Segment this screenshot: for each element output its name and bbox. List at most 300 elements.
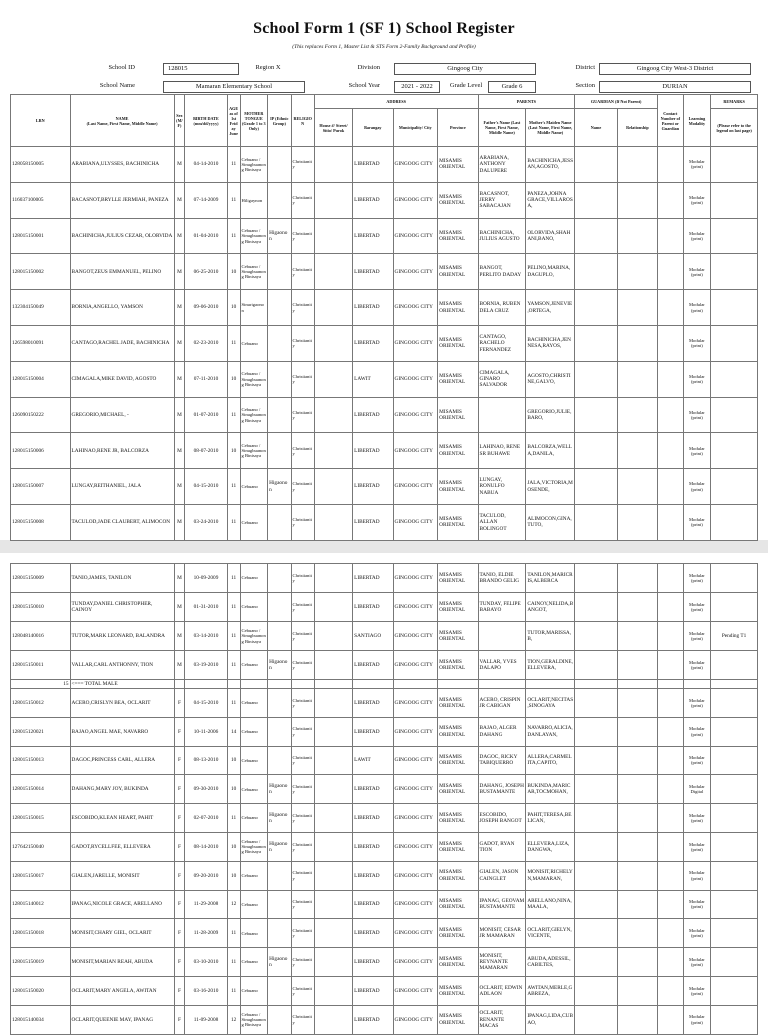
father-name-cell: DAHANG, JOSEPH BUSTAMANTE <box>478 775 526 804</box>
house-cell <box>314 325 352 361</box>
relationship-cell <box>617 469 657 505</box>
barangay-cell: LIBERTAD <box>353 832 393 861</box>
birth-date-cell: 03-16-2010 <box>185 976 228 1005</box>
name-cell: ARABIANA,ULYSSES, BACHINICHA <box>70 147 174 183</box>
mother-name-cell: BUKINDA,MARICAR,TOCMOHAN, <box>526 775 575 804</box>
age-cell: 11 <box>227 948 240 977</box>
mother-name-cell: ABUDA,ADESSIL,CABILTES, <box>526 948 575 977</box>
col-name: NAME (Last Name, First Name, Middle Name) <box>70 95 174 147</box>
name-cell: DAHANG,MARY JOY, BUKINDA <box>70 775 174 804</box>
contact-cell <box>658 469 684 505</box>
municipality-cell: GINGOOG CITY <box>393 775 438 804</box>
municipality-cell: GINGOOG CITY <box>393 504 438 540</box>
learner-row <box>11 689 758 718</box>
sex-cell: M <box>174 564 185 593</box>
guardian-name-cell <box>575 433 618 469</box>
religion-cell: Christianity <box>291 919 314 948</box>
remarks-cell <box>711 948 758 977</box>
col-mother-tongue: MOTHER TONGUE (Grade 1 to 3 Only) <box>240 95 268 147</box>
sex-cell: F <box>174 832 185 861</box>
learner-row <box>11 433 758 469</box>
ip-cell: Higaonon <box>268 651 291 680</box>
mother-tongue-cell: Cebuano <box>240 976 268 1005</box>
house-cell <box>314 593 352 622</box>
mother-name-cell: CAINOY,NELIDA,BANGOT, <box>526 593 575 622</box>
father-name-cell: ESCOBIDO, JOSEPH BANGOT <box>478 804 526 833</box>
relationship-cell <box>617 919 657 948</box>
remarks-cell <box>711 976 758 1005</box>
school-id-value: 128015 <box>163 63 239 75</box>
house-cell <box>314 948 352 977</box>
house-cell <box>314 775 352 804</box>
col-modality: Learning Modality <box>683 95 711 147</box>
province-cell: MISAMIS ORIENTAL <box>438 775 478 804</box>
contact-cell <box>658 919 684 948</box>
religion-cell: Christianity <box>291 254 314 290</box>
relationship-cell <box>617 689 657 718</box>
religion-cell: Christianity <box>291 948 314 977</box>
lrn-cell: 128015150015 <box>11 804 71 833</box>
contact-cell <box>658 804 684 833</box>
municipality-cell: GINGOOG CITY <box>393 746 438 775</box>
barangay-cell: LIBERTAD <box>353 919 393 948</box>
school-name-label: School Name <box>99 82 135 89</box>
name-cell: BACASNOT,BRYLLE JERMIAH, PANEZA <box>70 182 174 218</box>
remarks-cell <box>711 775 758 804</box>
guardian-name-cell <box>575 290 618 326</box>
house-cell <box>314 361 352 397</box>
house-cell <box>314 469 352 505</box>
father-name-cell <box>478 622 526 651</box>
col-remarks: REMARKS <box>711 95 758 109</box>
register-table-page-1 <box>10 146 758 541</box>
col-remarks-note: (Please refer to the legend on last page) <box>711 109 758 147</box>
birth-date-cell: 07-11-2010 <box>185 361 228 397</box>
birth-date-cell: 08-07-2010 <box>185 433 228 469</box>
sex-cell: M <box>174 325 185 361</box>
sex-cell: M <box>174 397 185 433</box>
municipality-cell: GINGOOG CITY <box>393 254 438 290</box>
birth-date-cell: 11-09-2008 <box>185 1005 228 1034</box>
total-male-row <box>11 680 758 689</box>
learner-row <box>11 504 758 540</box>
age-cell: 10 <box>227 861 240 890</box>
province-cell: MISAMIS ORIENTAL <box>438 746 478 775</box>
learner-row <box>11 290 758 326</box>
modality-cell: Modular (print) <box>683 564 711 593</box>
father-name-cell: VALLAR, YVES DALAPO <box>478 651 526 680</box>
relationship-cell <box>617 746 657 775</box>
mother-name-cell: PANEZA,JOHNA GRACE,VILLAROSA, <box>526 182 575 218</box>
ip-cell <box>268 717 291 746</box>
lrn-cell: 128015150012 <box>11 689 71 718</box>
mother-tongue-cell: Cebuano <box>240 861 268 890</box>
father-name-cell: BORNIA, RUBEN DELA CRUZ <box>478 290 526 326</box>
guardian-name-cell <box>575 504 618 540</box>
birth-date-cell: 01-04-2010 <box>185 218 228 254</box>
house-cell <box>314 147 352 183</box>
mother-tongue-cell: Cebuano / Sinugbuanong Binisaya <box>240 622 268 651</box>
remarks-cell <box>711 804 758 833</box>
birth-date-cell: 08-14-2010 <box>185 832 228 861</box>
lrn-cell: 128015150017 <box>11 861 71 890</box>
modality-cell: Modular (print) <box>683 832 711 861</box>
relationship-cell <box>617 890 657 919</box>
col-birth-date: BIRTH DATE (mm/dd/yyyy) <box>185 95 228 147</box>
father-name-cell: BACASNOT, JERRY SABACAJAN <box>478 182 526 218</box>
name-cell: MONISIT,MARIAN REAH, ABUDA <box>70 948 174 977</box>
col-relationship: Relationship <box>617 109 657 147</box>
municipality-cell: GINGOOG CITY <box>393 890 438 919</box>
relationship-cell <box>617 976 657 1005</box>
mother-tongue-cell: Cebuano <box>240 804 268 833</box>
ip-cell <box>268 746 291 775</box>
barangay-cell: LIBERTAD <box>353 325 393 361</box>
mother-name-cell: OCLARIT,GIELYN,VICENTE, <box>526 919 575 948</box>
sex-cell: M <box>174 218 185 254</box>
col-parents: PARENTS <box>478 95 575 109</box>
contact-cell <box>658 651 684 680</box>
col-contact: Contact Number of Parent or Guardian <box>658 95 684 147</box>
lrn-cell: 128015150014 <box>11 775 71 804</box>
father-name-cell: IPANAG, GEOVAM BUSTAMANTE <box>478 890 526 919</box>
learner-row <box>11 804 758 833</box>
lrn-cell: 128015150018 <box>11 919 71 948</box>
barangay-cell: LIBERTAD <box>353 254 393 290</box>
house-cell <box>314 254 352 290</box>
province-cell: MISAMIS ORIENTAL <box>438 689 478 718</box>
municipality-cell: GINGOOG CITY <box>393 290 438 326</box>
contact-cell <box>658 775 684 804</box>
religion-cell: Christianity <box>291 804 314 833</box>
ip-cell <box>268 861 291 890</box>
relationship-cell <box>617 622 657 651</box>
municipality-cell: GINGOOG CITY <box>393 919 438 948</box>
municipality-cell: GINGOOG CITY <box>393 593 438 622</box>
lrn-cell: 128015150020 <box>11 976 71 1005</box>
remarks-cell <box>711 361 758 397</box>
school-info <box>0 63 768 93</box>
municipality-cell: GINGOOG CITY <box>393 564 438 593</box>
learner-row <box>11 622 758 651</box>
religion-cell: Christianity <box>291 976 314 1005</box>
contact-cell <box>658 504 684 540</box>
remarks-cell <box>711 890 758 919</box>
province-cell: MISAMIS ORIENTAL <box>438 832 478 861</box>
sex-cell: F <box>174 804 185 833</box>
age-cell: 10 <box>227 433 240 469</box>
barangay-cell: LIBERTAD <box>353 564 393 593</box>
school-year-label: School Year <box>348 82 380 89</box>
contact-cell <box>658 147 684 183</box>
relationship-cell <box>617 717 657 746</box>
birth-date-cell: 03-14-2010 <box>185 622 228 651</box>
sex-cell: M <box>174 622 185 651</box>
birth-date-cell: 11-29-2008 <box>185 890 228 919</box>
modality-cell: Modular (print) <box>683 593 711 622</box>
sex-cell: F <box>174 1005 185 1034</box>
house-cell <box>314 804 352 833</box>
col-guardian-name: Name <box>575 109 618 147</box>
mother-name-cell: TANILON,MARICRIS,ALBERCA <box>526 564 575 593</box>
father-name-cell: ARABIANA, ANTHONY DALUPERE <box>478 147 526 183</box>
religion-cell: Christianity <box>291 564 314 593</box>
contact-cell <box>658 832 684 861</box>
grade-level-value: Grade 6 <box>488 81 536 93</box>
age-cell: 11 <box>227 218 240 254</box>
barangay-cell: LIBERTAD <box>353 651 393 680</box>
birth-date-cell: 09-20-2010 <box>185 861 228 890</box>
relationship-cell <box>617 861 657 890</box>
guardian-name-cell <box>575 804 618 833</box>
remarks-cell <box>711 1005 758 1034</box>
mother-tongue-cell: Cebuano / Sinugbuanong Binisaya <box>240 147 268 183</box>
father-name-cell: TACULOD, ALLAN BOLINGOT <box>478 504 526 540</box>
contact-cell <box>658 689 684 718</box>
province-cell: MISAMIS ORIENTAL <box>438 182 478 218</box>
father-name-cell: ACERO, CRISPIN JR CABIGAN <box>478 689 526 718</box>
guardian-name-cell <box>575 775 618 804</box>
learner-row <box>11 948 758 977</box>
mother-tongue-cell: Cebuano <box>240 775 268 804</box>
remarks-cell <box>711 746 758 775</box>
mother-name-cell: ELLEVERA,LIZA,DANGWA, <box>526 832 575 861</box>
mother-tongue-cell: Cebuano <box>240 593 268 622</box>
form-title: School Form 1 (SF 1) School Register <box>253 20 515 37</box>
page-separator <box>0 540 768 553</box>
father-name-cell: BANGOT, PERLITO DADAY <box>478 254 526 290</box>
relationship-cell <box>617 832 657 861</box>
mother-tongue-cell: Cebuano <box>240 890 268 919</box>
lrn-cell: 132304150049 <box>11 290 71 326</box>
house-cell <box>314 832 352 861</box>
house-cell <box>314 397 352 433</box>
modality-cell: Modular (print) <box>683 182 711 218</box>
province-cell: MISAMIS ORIENTAL <box>438 254 478 290</box>
mother-name-cell: TUTOR,MARISSA,B, <box>526 622 575 651</box>
learner-row <box>11 147 758 183</box>
modality-cell: Modular (print) <box>683 890 711 919</box>
name-cell: TACULOD,JADE CLAUBERT, ALIMOCON <box>70 504 174 540</box>
father-name-cell: LUNGAY, RONULFO NABUA <box>478 469 526 505</box>
ip-cell <box>268 147 291 183</box>
col-sex: Sex (M/F) <box>174 95 185 147</box>
province-cell: MISAMIS ORIENTAL <box>438 397 478 433</box>
municipality-cell: GINGOOG CITY <box>393 218 438 254</box>
religion-cell: Christianity <box>291 593 314 622</box>
birth-date-cell: 02-23-2010 <box>185 325 228 361</box>
lrn-cell: 128015150008 <box>11 504 71 540</box>
lrn-cell: 128015150011 <box>11 651 71 680</box>
lrn-cell: 128015150009 <box>11 564 71 593</box>
remarks-cell <box>711 689 758 718</box>
birth-date-cell: 07-14-2009 <box>185 182 228 218</box>
mother-tongue-cell: Cebuano <box>240 325 268 361</box>
age-cell: 11 <box>227 182 240 218</box>
age-cell: 10 <box>227 775 240 804</box>
province-cell: MISAMIS ORIENTAL <box>438 804 478 833</box>
ip-cell <box>268 593 291 622</box>
father-name-cell: DAGOC, RICKY TABIQUERRO <box>478 746 526 775</box>
house-cell <box>314 622 352 651</box>
learner-row <box>11 218 758 254</box>
guardian-name-cell <box>575 948 618 977</box>
house-cell <box>314 651 352 680</box>
relationship-cell <box>617 218 657 254</box>
col-age: AGE as of 1st Friday June <box>227 95 240 147</box>
modality-cell: Modular (print) <box>683 290 711 326</box>
contact-cell <box>658 861 684 890</box>
mother-name-cell: PAHIT,TERESA,BELICAN, <box>526 804 575 833</box>
house-cell <box>314 890 352 919</box>
sex-cell: M <box>174 651 185 680</box>
birth-date-cell: 03-19-2010 <box>185 651 228 680</box>
name-cell: ACERO,CRISLYN BEA, OCLARIT <box>70 689 174 718</box>
modality-cell: Modular (print) <box>683 469 711 505</box>
learner-row <box>11 564 758 593</box>
mother-name-cell: IPANAG,LIDA,CUBAO, <box>526 1005 575 1034</box>
father-name-cell: TUNDAY, FELIPE BABAYO <box>478 593 526 622</box>
name-cell: CANTAGO,RACHEL JADE, BACHINICHA <box>70 325 174 361</box>
house-cell <box>314 919 352 948</box>
birth-date-cell: 10-11-2006 <box>185 717 228 746</box>
modality-cell: Modular (print) <box>683 397 711 433</box>
relationship-cell <box>617 361 657 397</box>
age-cell: 11 <box>227 564 240 593</box>
municipality-cell: GINGOOG CITY <box>393 804 438 833</box>
learner-row <box>11 976 758 1005</box>
sex-cell: F <box>174 890 185 919</box>
lrn-cell: 128015140012 <box>11 890 71 919</box>
guardian-name-cell <box>575 746 618 775</box>
lrn-cell: 128015150002 <box>11 254 71 290</box>
house-cell <box>314 717 352 746</box>
mother-name-cell: AWITAN,MERLE,GABREZA, <box>526 976 575 1005</box>
ip-cell <box>268 919 291 948</box>
relationship-cell <box>617 651 657 680</box>
province-cell: MISAMIS ORIENTAL <box>438 564 478 593</box>
col-barangay: Barangay <box>353 109 393 147</box>
col-ip: IP (Ethnic Group) <box>268 95 291 147</box>
mother-name-cell: YAMSON,JENEVIE,ORTEGA, <box>526 290 575 326</box>
contact-cell <box>658 593 684 622</box>
barangay-cell: LIBERTAD <box>353 182 393 218</box>
remarks-cell <box>711 325 758 361</box>
remarks-cell <box>711 651 758 680</box>
region-label: Region X <box>255 64 281 71</box>
birth-date-cell: 01-31-2010 <box>185 593 228 622</box>
ip-cell <box>268 564 291 593</box>
ip-cell: Higaonon <box>268 775 291 804</box>
contact-cell <box>658 976 684 1005</box>
mother-tongue-cell: Sinurigaonon <box>240 290 268 326</box>
ip-cell <box>268 890 291 919</box>
modality-cell: Modular (print) <box>683 948 711 977</box>
remarks-cell <box>711 564 758 593</box>
age-cell: 11 <box>227 469 240 505</box>
birth-date-cell: 11-28-2009 <box>185 919 228 948</box>
contact-cell <box>658 290 684 326</box>
father-name-cell: TANIO, ELDIE BRANDO GELIG <box>478 564 526 593</box>
sex-cell: F <box>174 861 185 890</box>
name-cell: VALLAR,CARL ANTHONNY, TION <box>70 651 174 680</box>
guardian-name-cell <box>575 717 618 746</box>
mother-tongue-cell: Cebuano / Sinugbuanong Binisaya <box>240 397 268 433</box>
municipality-cell: GINGOOG CITY <box>393 717 438 746</box>
remarks-cell <box>711 832 758 861</box>
house-cell <box>314 433 352 469</box>
birth-date-cell: 04-14-2010 <box>185 147 228 183</box>
barangay-cell: LIBERTAD <box>353 717 393 746</box>
religion-cell: Christianity <box>291 469 314 505</box>
lrn-cell: 116037100005 <box>11 182 71 218</box>
sex-cell: F <box>174 948 185 977</box>
district-label: District <box>575 64 595 71</box>
col-house: House #/ Street/ Sitio/ Purok <box>314 109 352 147</box>
sex-cell: M <box>174 182 185 218</box>
name-cell: LUNGAY,REITHANIEL, JALA <box>70 469 174 505</box>
barangay-cell: LIBERTAD <box>353 290 393 326</box>
relationship-cell <box>617 948 657 977</box>
lrn-cell: 128015150007 <box>11 469 71 505</box>
lrn-cell: 128015150004 <box>11 361 71 397</box>
name-cell: OCLARIT,MARY ANGELA, AWITAN <box>70 976 174 1005</box>
mother-tongue-cell: Cebuano <box>240 948 268 977</box>
mother-tongue-cell: Cebuano <box>240 564 268 593</box>
relationship-cell <box>617 504 657 540</box>
barangay-cell: LIBERTAD <box>353 890 393 919</box>
lrn-cell: 128058150005 <box>11 147 71 183</box>
age-cell: 14 <box>227 717 240 746</box>
contact-cell <box>658 397 684 433</box>
guardian-name-cell <box>575 832 618 861</box>
sex-cell: M <box>174 147 185 183</box>
ip-cell: Higaonon <box>268 469 291 505</box>
mother-name-cell: BACHINICHA,JENNESA,RAYOS, <box>526 325 575 361</box>
barangay-cell: LIBERTAD <box>353 433 393 469</box>
mother-tongue-cell: Cebuano <box>240 919 268 948</box>
name-cell: TUNDAY,DANIEL CHRISTOPHER, CAINOY <box>70 593 174 622</box>
lrn-cell: 128015150006 <box>11 433 71 469</box>
col-father: Father's Name (Last Name, First Name, Middle Name) <box>478 109 526 147</box>
mother-tongue-cell: Cebuano <box>240 689 268 718</box>
mother-name-cell: JALA,VICTORIA,MOSENDE, <box>526 469 575 505</box>
province-cell: MISAMIS ORIENTAL <box>438 919 478 948</box>
birth-date-cell: 03-24-2010 <box>185 504 228 540</box>
province-cell: MISAMIS ORIENTAL <box>438 861 478 890</box>
father-name-cell: GIALEN, JASON CAINGLET <box>478 861 526 890</box>
modality-cell: Modular Digital <box>683 775 711 804</box>
province-cell: MISAMIS ORIENTAL <box>438 1005 478 1034</box>
sex-cell: M <box>174 469 185 505</box>
ip-cell <box>268 622 291 651</box>
modality-cell: Modular (print) <box>683 254 711 290</box>
guardian-name-cell <box>575 218 618 254</box>
learner-row <box>11 593 758 622</box>
birth-date-cell: 09-06-2010 <box>185 290 228 326</box>
division-value: Gingoog City <box>394 63 536 75</box>
name-cell: DAGOC,PRINCESS CARL, ALLERA <box>70 746 174 775</box>
modality-cell: Modular (print) <box>683 804 711 833</box>
age-cell: 11 <box>227 504 240 540</box>
relationship-cell <box>617 804 657 833</box>
province-cell: MISAMIS ORIENTAL <box>438 976 478 1005</box>
guardian-name-cell <box>575 397 618 433</box>
modality-cell: Modular (print) <box>683 976 711 1005</box>
col-address: ADDRESS <box>314 95 478 109</box>
ip-cell <box>268 325 291 361</box>
age-cell: 10 <box>227 832 240 861</box>
